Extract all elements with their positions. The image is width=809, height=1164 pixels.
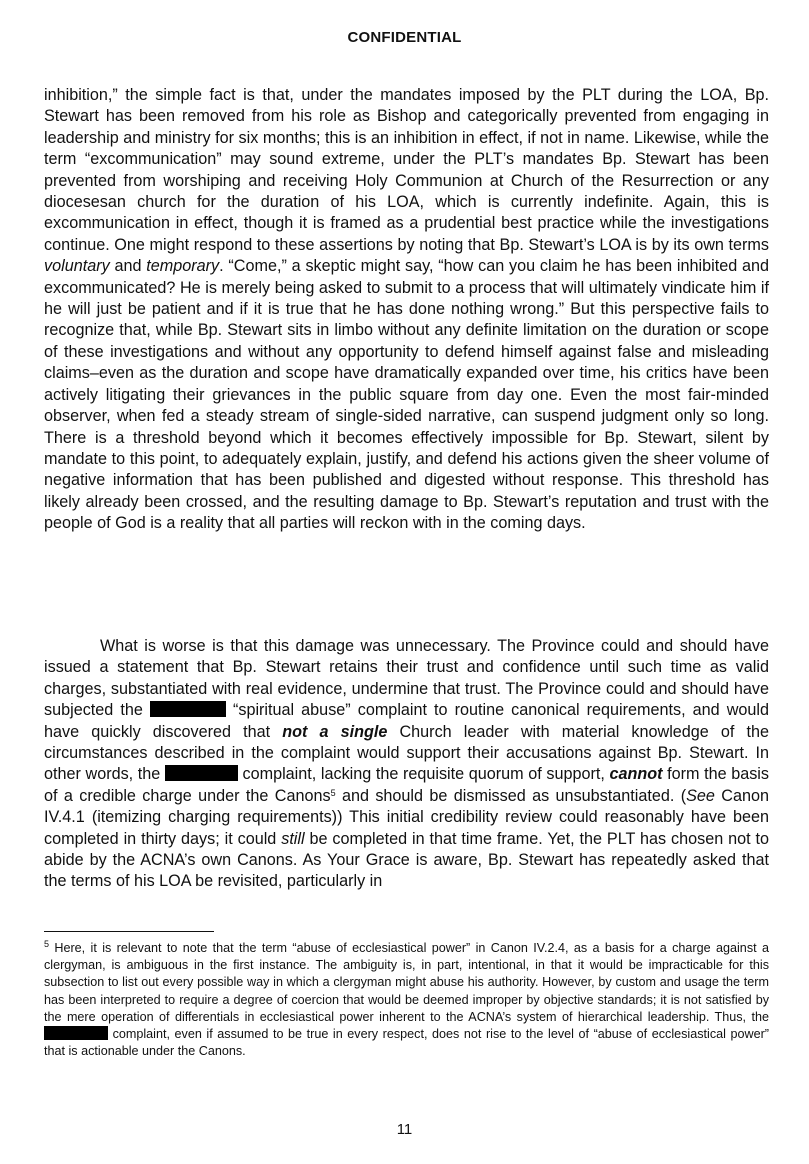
text-run: What is worse is that this damage was unnecessary. The Province could and should have issued a statement that Bp. Stewart retains their trust and confidence until such time as valid charges, substantiated with real evidence, undermine that trust. The Province could and should have subjected the (44, 637, 769, 720)
text-run: “spiritual abuse” complaint to routine canonical requirements, and would have quickly discovered that (44, 701, 769, 741)
text-run: . “Come,” a skeptic might say, “how can you claim he has been inhibited and excommunicated? He is merely being asked to submit to a process that will ultimately vindicate him if he will just be patient and if it is true that he has done nothing wrong.” But this perspective fails to recognize that, while Bp. Stewart sits in limbo without any definite limitation on the duration or scope of these investigations and without any opportunity to defend himself against false and misleading claims–even as the duration and scope have dramatically expanded over time, his critics have been actively litigating their grievances in the public square from day one. Even the most fair-minded observer, when fed a steady stream of single-sided narrative, can suspend judgment only so long. There is a threshold beyond which it becomes effectively impossible for Bp. Stewart, silent by mandate to this point, to adequately explain, justify, and defend his actions given the sheer volume of negative information that has been published and digested without response. This threshold has likely already been crossed, and the resulting damage to Bp. Stewart’s reputation and trust with the people of God is a reality that all parties will reckon with in the coming days. (44, 257, 769, 533)
text-run: Canon IV.4.1 (itemizing charging requirements)) This initial credibility review could reasonably have been completed in thirty days; it could (44, 786, 770, 848)
page-number: 11 (396, 1121, 413, 1138)
emphasis-still: still (281, 829, 305, 848)
text-run: Here, it is relevant to note that the term “abuse of ecclesiastical power” in Canon IV.2.4, as a basis for a charge against a clergyman, is ambiguous in the first instance. The ambiguity is, in part, intentional, in that it would be impracticable for this subsection to list out every possible way in which a clergyman might abuse his authority. However, by custom and usage the term has been interpreted to require a degree of coercion that would be deemed improper by objective standards; it is not satisfied by the mere operation of differentials in ecclesiastical power inherent to the ACNA’s system of hierarchical leadership. Thus, the (44, 941, 769, 1024)
body-paragraph-1 (44, 85, 769, 535)
emphasis-see: See (686, 786, 715, 805)
text-run: Church leader with material knowledge of the circumstances described in the complaint would support their accusations against Bp. Stewart. In other words, the (44, 722, 769, 784)
text-run: inhibition,” the simple fact is that, under the mandates imposed by the PLT during the LOA, Bp. Stewart has been removed from his role as Bishop and categorically prevented from engaging in leadership and ministry for six months; this is an inhibition in effect, if not in name. Likewise, while the term “excommunication” may sound extreme, under the PLT’s mandates Bp. Stewart has been prevented from worshiping and receiving Holy Communion at Church of the Resurrection or any diocesesan church for the duration of his LOA, which is currently indefinite. Again, this is excommunication in effect, though it is framed as a prudential best practice while the investigations continue. One might respond to these assertions by noting that Bp. Stewart’s LOA is by its own terms (44, 86, 769, 254)
emphasis-temporary: temporary (146, 257, 220, 276)
text-run: be completed in that time frame. Yet, the PLT has chosen not to abide by the ACNA’s own Canons. As Your Grace is aware, Bp. Stewart has repeatedly asked that the terms of his LOA be revisited, particularly in (44, 829, 769, 891)
text-run: complaint, lacking the requisite quorum of support, (237, 765, 610, 784)
footnote-number: 5 (44, 939, 50, 949)
emphasis-not-a-single: not a single (282, 722, 388, 741)
text-run: and (109, 257, 147, 276)
footnote-divider (44, 931, 214, 932)
page-header-confidential: CONFIDENTIAL (347, 29, 462, 46)
text-run: form the basis of a credible charge under the Canons (44, 765, 769, 805)
emphasis-voluntary: voluntary (44, 257, 110, 276)
emphasis-cannot: cannot (609, 765, 663, 784)
footnote-5 (44, 940, 769, 1060)
footnote-reference[interactable]: 5 (330, 787, 336, 798)
redaction-box (150, 701, 226, 717)
body-paragraph-2 (44, 636, 769, 893)
redaction-box (44, 1026, 108, 1040)
text-run: and should be dismissed as unsubstantiated. ( (335, 786, 687, 805)
text-run: complaint, even if assumed to be true in every respect, does not rise to the level of “abuse of ecclesiastical power” that is actionable under the Canons. (44, 1027, 769, 1059)
redaction-box (165, 765, 238, 781)
